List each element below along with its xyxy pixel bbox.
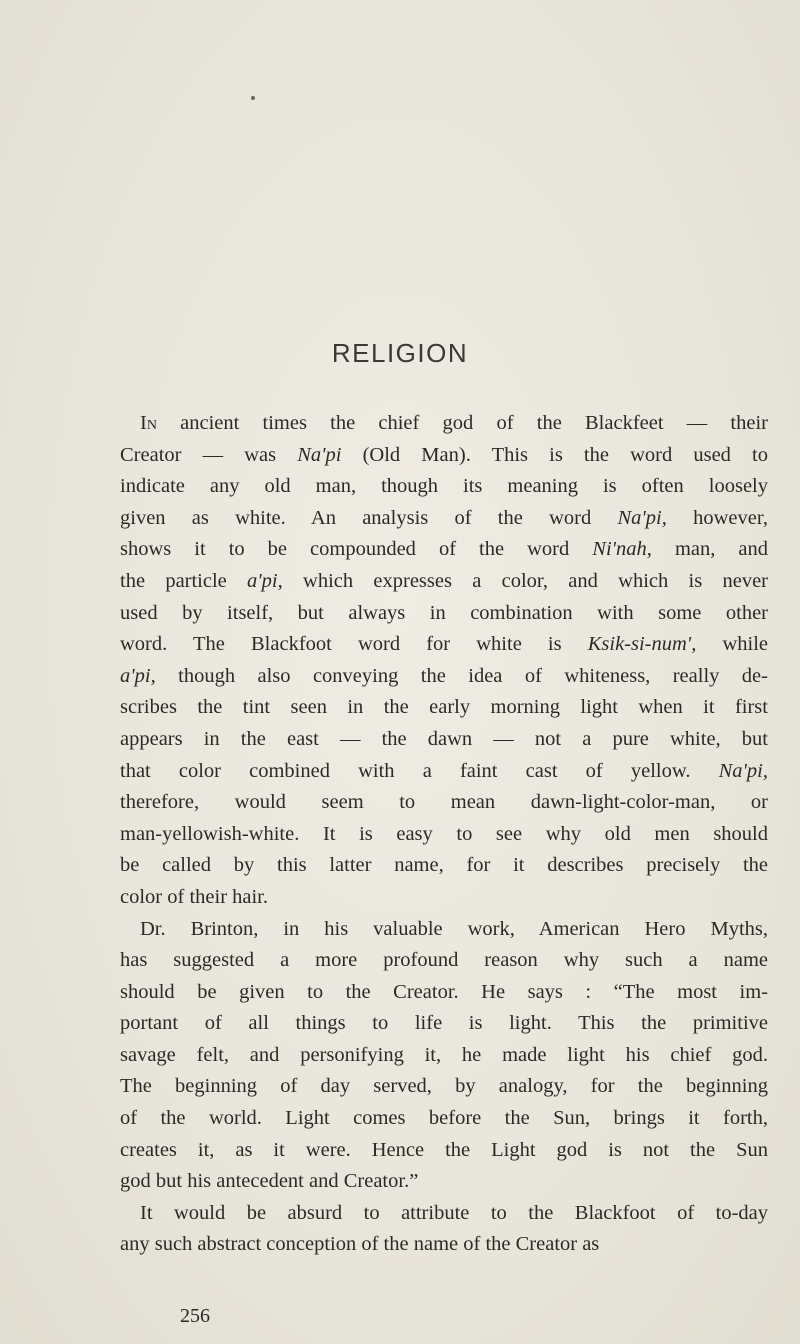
text-segment: a'pi, [120,664,156,687]
text-segment: man, and [651,538,768,561]
text-segment: savage felt, and personifying it, he made light his chief god. [120,1043,768,1066]
text-segment: has suggested a more profound reason why such a name [120,949,768,972]
text-line [120,1103,768,1135]
text-line [120,440,768,472]
text-segment: The beginning of day served, by analogy, for the beginning [120,1075,768,1098]
paragraph [120,408,768,914]
text-segment: which expresses a color, and which is never [282,569,768,592]
text-segment: word. The Blackfoot word for white is [120,633,588,656]
text-line [120,1166,768,1198]
text-segment: should be given to the Creator. He says : “The most im- [120,980,768,1003]
text-line [120,945,768,977]
text-segment: scribes the tint seen in the early morning light when it first [120,696,768,719]
text-segment: Creator — was [120,443,298,466]
text-segment: color of their hair. [120,885,269,908]
text-segment: creates it, as it were. Hence the Light god is not the Sun [120,1138,768,1161]
text-line [120,1135,768,1167]
text-segment: a'pi, [247,569,283,592]
text-line [120,1040,768,1072]
paragraph [120,1198,768,1261]
text-line [120,1071,768,1103]
text-segment: (Old Man). This is the word used to [341,443,768,466]
text-line [120,977,768,1009]
text-segment: Na'pi, [617,506,667,529]
text-segment: Na'pi [297,443,342,466]
text-segment: Na'pi, [718,759,768,782]
text-segment: god but his antecedent and Creator.” [120,1170,419,1193]
text-segment: however, [666,506,768,529]
text-line [120,819,768,851]
text-segment: It would be absurd to attribute to the Blackfoot of to-day [140,1201,768,1224]
text-segment: ancient times the chief god of the Blackfeet — their [156,412,768,434]
text-segment: Ni'nah, [592,538,652,561]
text-segment: the particle [120,569,248,592]
text-line [120,534,768,566]
ink-spot [251,96,255,100]
text-line [120,471,768,503]
text-line [120,661,768,693]
paragraph [120,914,768,1198]
text-line [120,1198,768,1230]
text-segment: that color combined with a faint cast of yellow. [120,759,719,782]
chapter-heading: RELIGION [331,338,469,368]
text-segment: though also conveying the idea of whiteness, really de- [155,664,768,687]
text-segment: given as white. An analysis of the word [120,506,618,529]
text-segment: shows it to be compounded of the word [120,538,593,561]
text-segment: indicate any old man, though its meaning is often loosely [120,475,768,498]
text-line [120,882,768,914]
text-line [120,598,768,630]
text-segment: of the world. Light comes before the Sun, brings it forth, [120,1107,768,1130]
text-line [120,756,768,788]
text-line [120,1008,768,1040]
text-segment: used by itself, but always in combination with some other [120,601,768,624]
text-line [120,408,768,440]
text-line [120,850,768,882]
text-line [120,787,768,819]
text-segment: Ksik-si-num', [587,633,697,656]
text-line [120,724,768,756]
text-line [120,566,768,598]
text-line [120,1229,768,1261]
text-segment: appears in the east — the dawn — not a pure white, but [120,727,768,750]
body-text [120,408,768,1261]
page-number: 256 [180,1305,210,1327]
text-line [120,914,768,946]
text-segment: therefore, would seem to mean dawn-light-color-man, or [120,791,768,814]
text-segment: In [140,412,157,434]
text-segment: be called by this latter name, for it describes precisely the [120,854,768,877]
text-segment: any such abstract conception of the name of the Creator as [120,1233,600,1256]
text-segment: man-yellowish-white. It is easy to see why old men should [120,822,768,845]
text-segment: while [696,633,768,656]
text-line [120,629,768,661]
text-segment: Dr. Brinton, in his valuable work, American Hero Myths, [140,917,768,940]
text-line [120,503,768,535]
text-segment: portant of all things to life is light. This the primitive [120,1012,768,1035]
text-line [120,692,768,724]
